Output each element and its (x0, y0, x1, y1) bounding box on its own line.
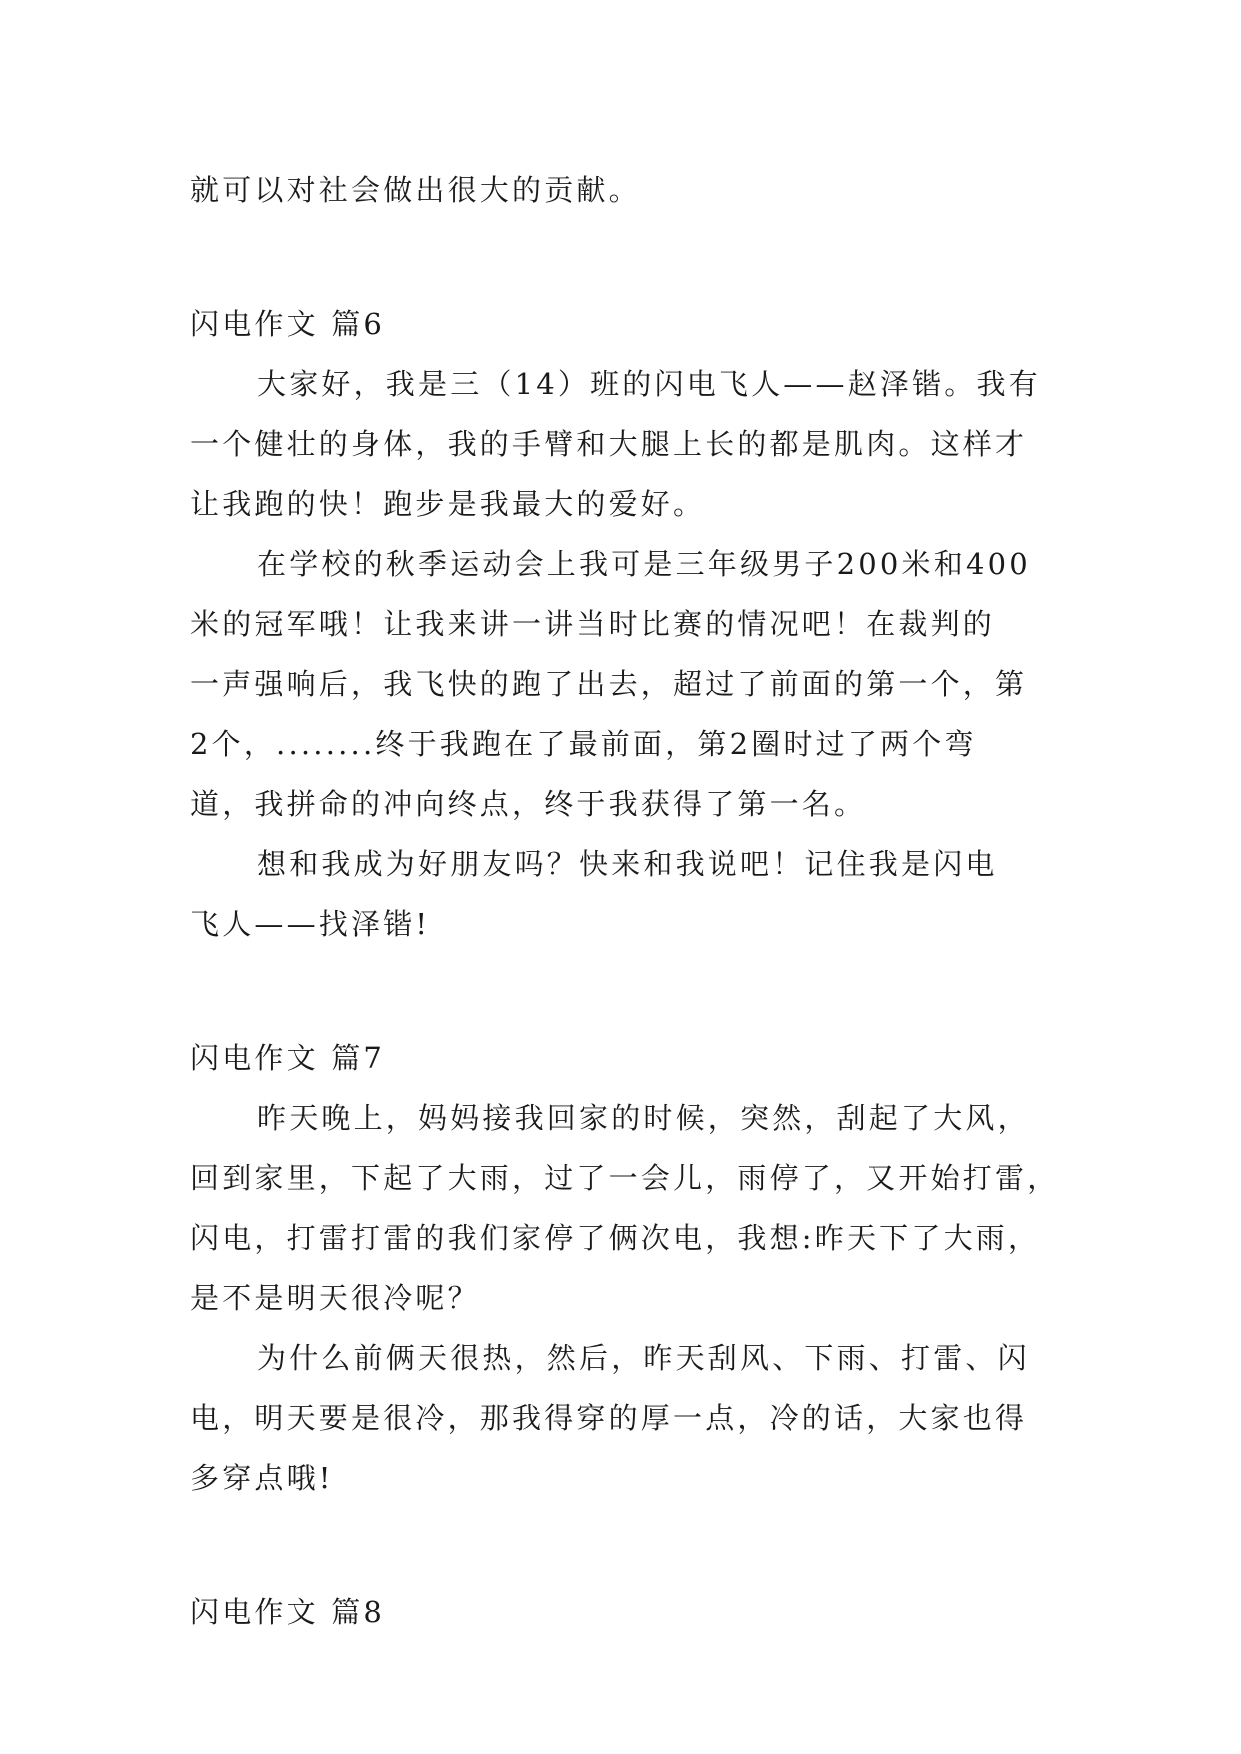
paragraph-line: 大家好，我是三（14）班的闪电飞人——赵泽锴。我有 (257, 367, 1041, 401)
document-page (190, 160, 1060, 1642)
section-heading-6: 闪电作文 篇6 (190, 307, 386, 341)
section-gap (190, 954, 1060, 1028)
paragraph-line: 2个，........终于我跑在了最前面，第2圈时过了两个弯 (190, 727, 977, 761)
paragraph-line: 多穿点哦! (190, 1461, 334, 1495)
paragraph-line: 让我跑的快！跑步是我最大的爱好。 (190, 487, 706, 521)
paragraph-line: 电，明天要是很冷，那我得穿的厚一点，冷的话，大家也得 (190, 1401, 1028, 1435)
paragraph-line: 米的冠军哦！让我来讲一讲当时比赛的情况吧！在裁判的 (190, 607, 996, 641)
paragraph-line: 想和我成为好朋友吗？快来和我说吧！记住我是闪电 (257, 847, 998, 881)
paragraph-line: 是不是明天很冷呢？ (190, 1281, 480, 1315)
paragraph-line: 一声强响后，我飞快的跑了出去，超过了前面的第一个，第 (190, 667, 1028, 701)
paragraph-line: 回到家里，下起了大雨，过了一会儿，雨停了，又开始打雷， (190, 1161, 1060, 1195)
paragraph-line: 在学校的秋季运动会上我可是三年级男子200米和400 (257, 547, 1031, 581)
section-heading-7: 闪电作文 篇7 (190, 1041, 386, 1075)
paragraph-line: 道，我拼命的冲向终点，终于我获得了第一名。 (190, 787, 867, 821)
section-heading-8: 闪电作文 篇8 (190, 1595, 386, 1629)
paragraph-line: 就可以对社会做出很大的贡献。 (190, 173, 641, 207)
paragraph-line: 闪电，打雷打雷的我们家停了俩次电，我想:昨天下了大雨， (190, 1221, 1041, 1255)
paragraph-line: 一个健壮的身体，我的手臂和大腿上长的都是肌肉。这样才 (190, 427, 1028, 461)
paragraph-line: 昨天晚上，妈妈接我回家的时候，突然，刮起了大风， (257, 1101, 1030, 1135)
section-gap (190, 1508, 1060, 1582)
paragraph-line: 为什么前俩天很热，然后，昨天刮风、下雨、打雷、闪 (257, 1341, 1030, 1375)
section-gap (190, 220, 1060, 294)
paragraph-line: 飞人——找泽锴! (190, 907, 431, 941)
